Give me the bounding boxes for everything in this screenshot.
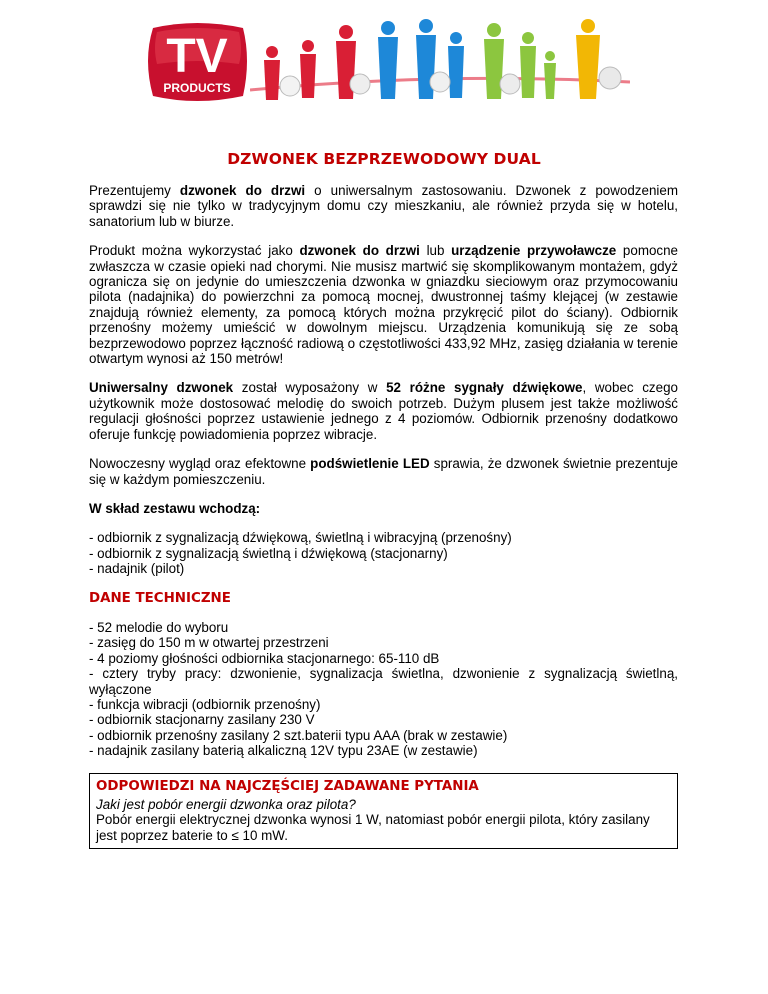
faq-box — [89, 773, 678, 850]
usage-paragraph: Produkt można wykorzystać jako dzwonek do drzwi lub urządzenie przywoławcze pomocne zwłaszcza w czasie opieki nad chorymi. Nie musisz martwić się skomplikowanym montażem, gdyż ogranicza się on jedynie do umieszczenia dzwonka w gniazdku sieciowym oraz przymocowaniu pilota (nadajnika) do powierzchni za pomocą mocnej, dwustronnej taśmy klejącej (w zestawie znajdują również elementy, za pomocą których można przykręcić pilot do ściany). Odbiornik przenośny możemy umieścić w dowolnym miejscu. Urządzenia komunikują się ze sobą bezprzewodowo poprzez łączność radiową o częstotliwości 433,92 MHz, zasięg działania w terenie otwartym wynosi aż 150 metrów! — [89, 243, 679, 367]
page-title: DZWONEK BEZPRZEWODOWY DUAL — [227, 150, 541, 168]
faq-question: Jaki jest pobór energii dzwonka oraz pilota? — [96, 797, 356, 812]
kit-heading: W skład zestawu wchodzą: — [89, 500, 261, 516]
list-item: - odbiornik stacjonarny zasilany 230 V — [89, 712, 315, 728]
specs-heading: DANE TECHNICZNE — [89, 590, 231, 606]
faq-answer: Pobór energii elektrycznej dzwonka wynosi 1 W, natomiast pobór energii pilota, który zasilany jest poprzez baterie to ≤ 10 mW. — [96, 812, 650, 843]
design-paragraph: Nowoczesny wygląd oraz efektowne podświetlenie LED sprawia, że dzwonek świetnie prezentuje się w każdym pomieszczeniu. — [89, 456, 678, 487]
features-paragraph: Uniwersalny dzwonek został wyposażony w 52 różne sygnały dźwiękowe, wobec czego użytkownik może dostosować melodię do swoich potrzeb. Dużym plusem jest także możliwość regulacji głośności poprzez ustawienie jednego z 4 poziomów. Odbiornik przenośny dodatkowo oferuje funkcję powiadomienia poprzez wibracje. — [89, 380, 678, 442]
list-item: - nadajnik zasilany baterią alkaliczną 12V typu 23AE (w zestawie) — [89, 743, 478, 759]
list-item: - funkcja wibracji (odbiornik przenośny) — [89, 696, 321, 712]
intro-paragraph: Prezentujemy dzwonek do drzwi o uniwersalnym zastosowaniu. Dzwonek z powodzeniem sprawdzi się nie tylko w tradycyjnym domu czy mieszkaniu, ale również przyda się w hotelu, sanatorium lub w biurze. — [89, 183, 678, 229]
list-item: - 4 poziomy głośności odbiornika stacjonarnego: 65-110 dB — [89, 650, 440, 666]
svg-text:TV: TV — [166, 30, 228, 83]
list-item: - 52 melodie do wyboru — [89, 619, 229, 635]
list-item: - odbiornik przenośny zasilany 2 szt.baterii typu AAA (brak w zestawie) — [89, 727, 508, 743]
specs-list — [89, 620, 678, 759]
list-item: - cztery tryby pracy: dzwonienie, sygnalizacja świetlna, dzwonienie z sygnalizacją świetlną, wyłączone — [89, 666, 678, 697]
header-banner — [0, 0, 768, 115]
svg-text:PRODUCTS: PRODUCTS — [163, 81, 231, 95]
tv-products-logo — [143, 20, 251, 102]
kit-list — [89, 530, 678, 576]
list-item: - odbiornik z sygnalizacją świetlną i dźwiękową (stacjonarny) — [89, 545, 448, 561]
people-silhouettes — [250, 12, 630, 110]
list-item: - odbiornik z sygnalizacją dźwiękową, świetlną i wibracyjną (przenośny) — [89, 530, 512, 546]
list-item: - nadajnik (pilot) — [89, 561, 185, 577]
document-body — [89, 183, 678, 849]
faq-heading: ODPOWIEDZI NA NAJCZĘŚCIEJ ZADAWANE PYTANIA — [96, 778, 479, 794]
list-item: - zasięg do 150 m w otwartej przestrzeni — [89, 635, 329, 651]
